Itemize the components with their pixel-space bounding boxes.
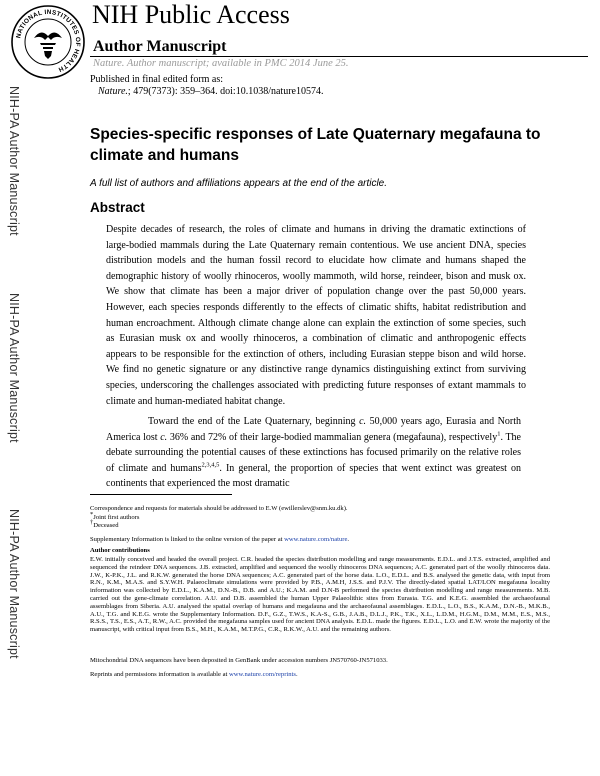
supp-text: Supplementary Information is linked to the online version of the paper at <box>90 536 285 543</box>
deceased-note <box>90 518 550 530</box>
joint-text: Joint first authors <box>93 514 140 521</box>
citation-details: ; 479(7373): 359–364. doi:10.1038/nature10574. <box>127 86 324 97</box>
intro-text-1: Toward the end of the Late Quaternary, beginning <box>148 416 360 427</box>
correspondence-note: Correspondence and requests for materials should be addressed to E.W (ewillerslev@snm.ku.dk). <box>90 505 348 512</box>
intro-text-3: 36% and 72% of their large-bodied mammalian genera (megafauna), respectively <box>167 431 498 443</box>
published-label: Published in final edited form as: <box>90 74 224 85</box>
citation <box>98 86 323 98</box>
intro-paragraph <box>106 414 521 492</box>
joint-mark: * <box>90 510 94 518</box>
side-watermark-3: NIH-PA Author Manuscript <box>7 509 21 659</box>
header-divider <box>90 56 588 57</box>
seal-text: NATIONAL INSTITUTES OF HEALTH <box>15 8 82 73</box>
author-manuscript-label: Author Manuscript <box>93 38 227 55</box>
abstract-heading: Abstract <box>90 200 145 215</box>
intro-circa-1: c. <box>359 416 367 427</box>
reprints-suffix: . <box>295 671 298 678</box>
reference-2[interactable]: 2,3,4,5 <box>201 461 220 469</box>
nih-seal-logo <box>10 4 86 80</box>
reprints-link[interactable]: www.nature.com/reprints <box>229 671 296 678</box>
author-contributions-heading: Author contributions <box>90 547 150 554</box>
article-title: Species-specific responses of Late Quaternary megafauna to climate and humans <box>90 126 541 164</box>
supp-link[interactable]: www.nature.com/nature <box>284 536 348 543</box>
deceased-text: Deceased <box>93 522 119 529</box>
supplementary-note <box>90 536 550 544</box>
genbank-note: Mitochondrial DNA sequences have been deposited in GenBank under accession numbers JN570760-JN571033. <box>90 657 388 664</box>
authors-note: A full list of authors and affiliations appears at the end of the article. <box>90 178 388 189</box>
deceased-mark: † <box>90 518 94 526</box>
eagle-emblem-icon <box>34 32 62 59</box>
author-contributions-body: E.W. initially conceived and headed the overall project. C.R. headed the species distribution modelling and range measurements. E.D.L. and J.T.S. extracted, amplified and sequenced the reindeer DNA sequences. J.B. extracted, amplified and sequenced the woolly rhinoceros DNA sequences; A.C. generated part of the woolly rhinoceros data. J.W., K-P.K., J.L. and R.K.W. generated the horse DNA sequences; A.C. generated part of the horse data. L.O., E.D.L. and B.S. analysed the genetic data, with input from R.N., K.M., M.A.S. and S.Y.W.H. Palaeoclimate simulations were provided by P.B., A.M.H, J.S.S. and P.J.V. The directly-dated spatial LAT/LON megafauna locality information was collected by E.D.L., K.A.M., D.N.-B., D.B. and A.U.; K.A.M. and D.N-B performed the species distribution modelling and range measurements. M.B. carried out the gene-climate correlation. A.U. and D.B. assembled the human Upper Palaeolithic sites from Eurasia. T.G. and K.E.G. assembled the archaeofaunal assemblages from Siberia. A.U. analysed the spatial overlap of humans and megafauna and the archaeofaunal assemblages. E.D.L., L.O., B.S., K.A.M., D.N.-B., M.K.B., A.U., T.G. and K.E.G. wrote the Supplementary Information. D.F., G.Z., T.W.S., K.A-S., G.B., J.A.B., D.L.J., P.K., T.K., X.L., L.D.M., H.G.M., D.M., M.M., E.S., M.S., R.S.S., T.S., E.S., A.T., R.W., A.C. provided the megafauna samples used for ancient DNA analysis. E.D.L. made the figures. E.D.L., L.O. and E.W. wrote the majority of the manuscript, with critical input from B.S., M.H., K.A.M., M.T.P.G., C.R., R.K.W., A.U. and the remaining authors. <box>90 556 550 634</box>
side-watermark-2: NIH-PA Author Manuscript <box>7 293 21 443</box>
reprints-note <box>90 671 550 679</box>
reprints-text: Reprints and permissions information is available at <box>90 671 229 678</box>
joint-authors-note <box>90 510 550 522</box>
side-watermark-1: NIH-PA Author Manuscript <box>7 86 21 236</box>
journal-availability-line: Nature. Author manuscript; available in PMC 2014 June 25. <box>93 58 349 69</box>
abstract-body: Despite decades of research, the roles of climate and humans in driving the dramatic extinctions of large-bodied mammals during the Late Quaternary remain contentious. We use ancient DNA, species distribution models and the human fossil record to elucidate how climate and humans shaped the demographic history of woolly rhinoceros, woolly mammoth, wild horse, reindeer, bison and musk ox. We show that climate has been a major driver of population change over the past 50,000 years. However, each species responds differently to the effects of climatic shifts, habitat redistribution and human encroachment. Although climate change alone can explain the extinction of some species, such as Eurasian musk ox and woolly rhinoceros, a combination of climatic and anthropogenic effects appears to be responsible for the extinction of others, including Eurasian steppe bison and wild horse. We find no genetic signature or any distinctive range dynamics distinguishing extinct from surviving species, underscoring the challenges associated with predicting future responses of extant mammals to climate and human-mediated habitat change. <box>106 224 526 407</box>
nih-public-access-title: NIH Public Access <box>92 0 290 29</box>
intro-text-2: 50,000 years ago, Eurasia and North America lost <box>106 416 522 443</box>
supp-suffix: . <box>347 536 350 543</box>
reference-1[interactable]: 1 <box>497 430 501 438</box>
footnote-divider <box>90 494 232 495</box>
intro-text-5: . In general, the proportion of species that went extinct was greatest on continents that experienced the most dramatic <box>106 462 521 490</box>
intro-circa-2: c. <box>160 431 168 443</box>
citation-journal: Nature. <box>98 86 128 97</box>
intro-text-4: . The debate surrounding the potential causes of these extinctions has focused primarily on the relative roles of climate and humans <box>106 431 521 474</box>
